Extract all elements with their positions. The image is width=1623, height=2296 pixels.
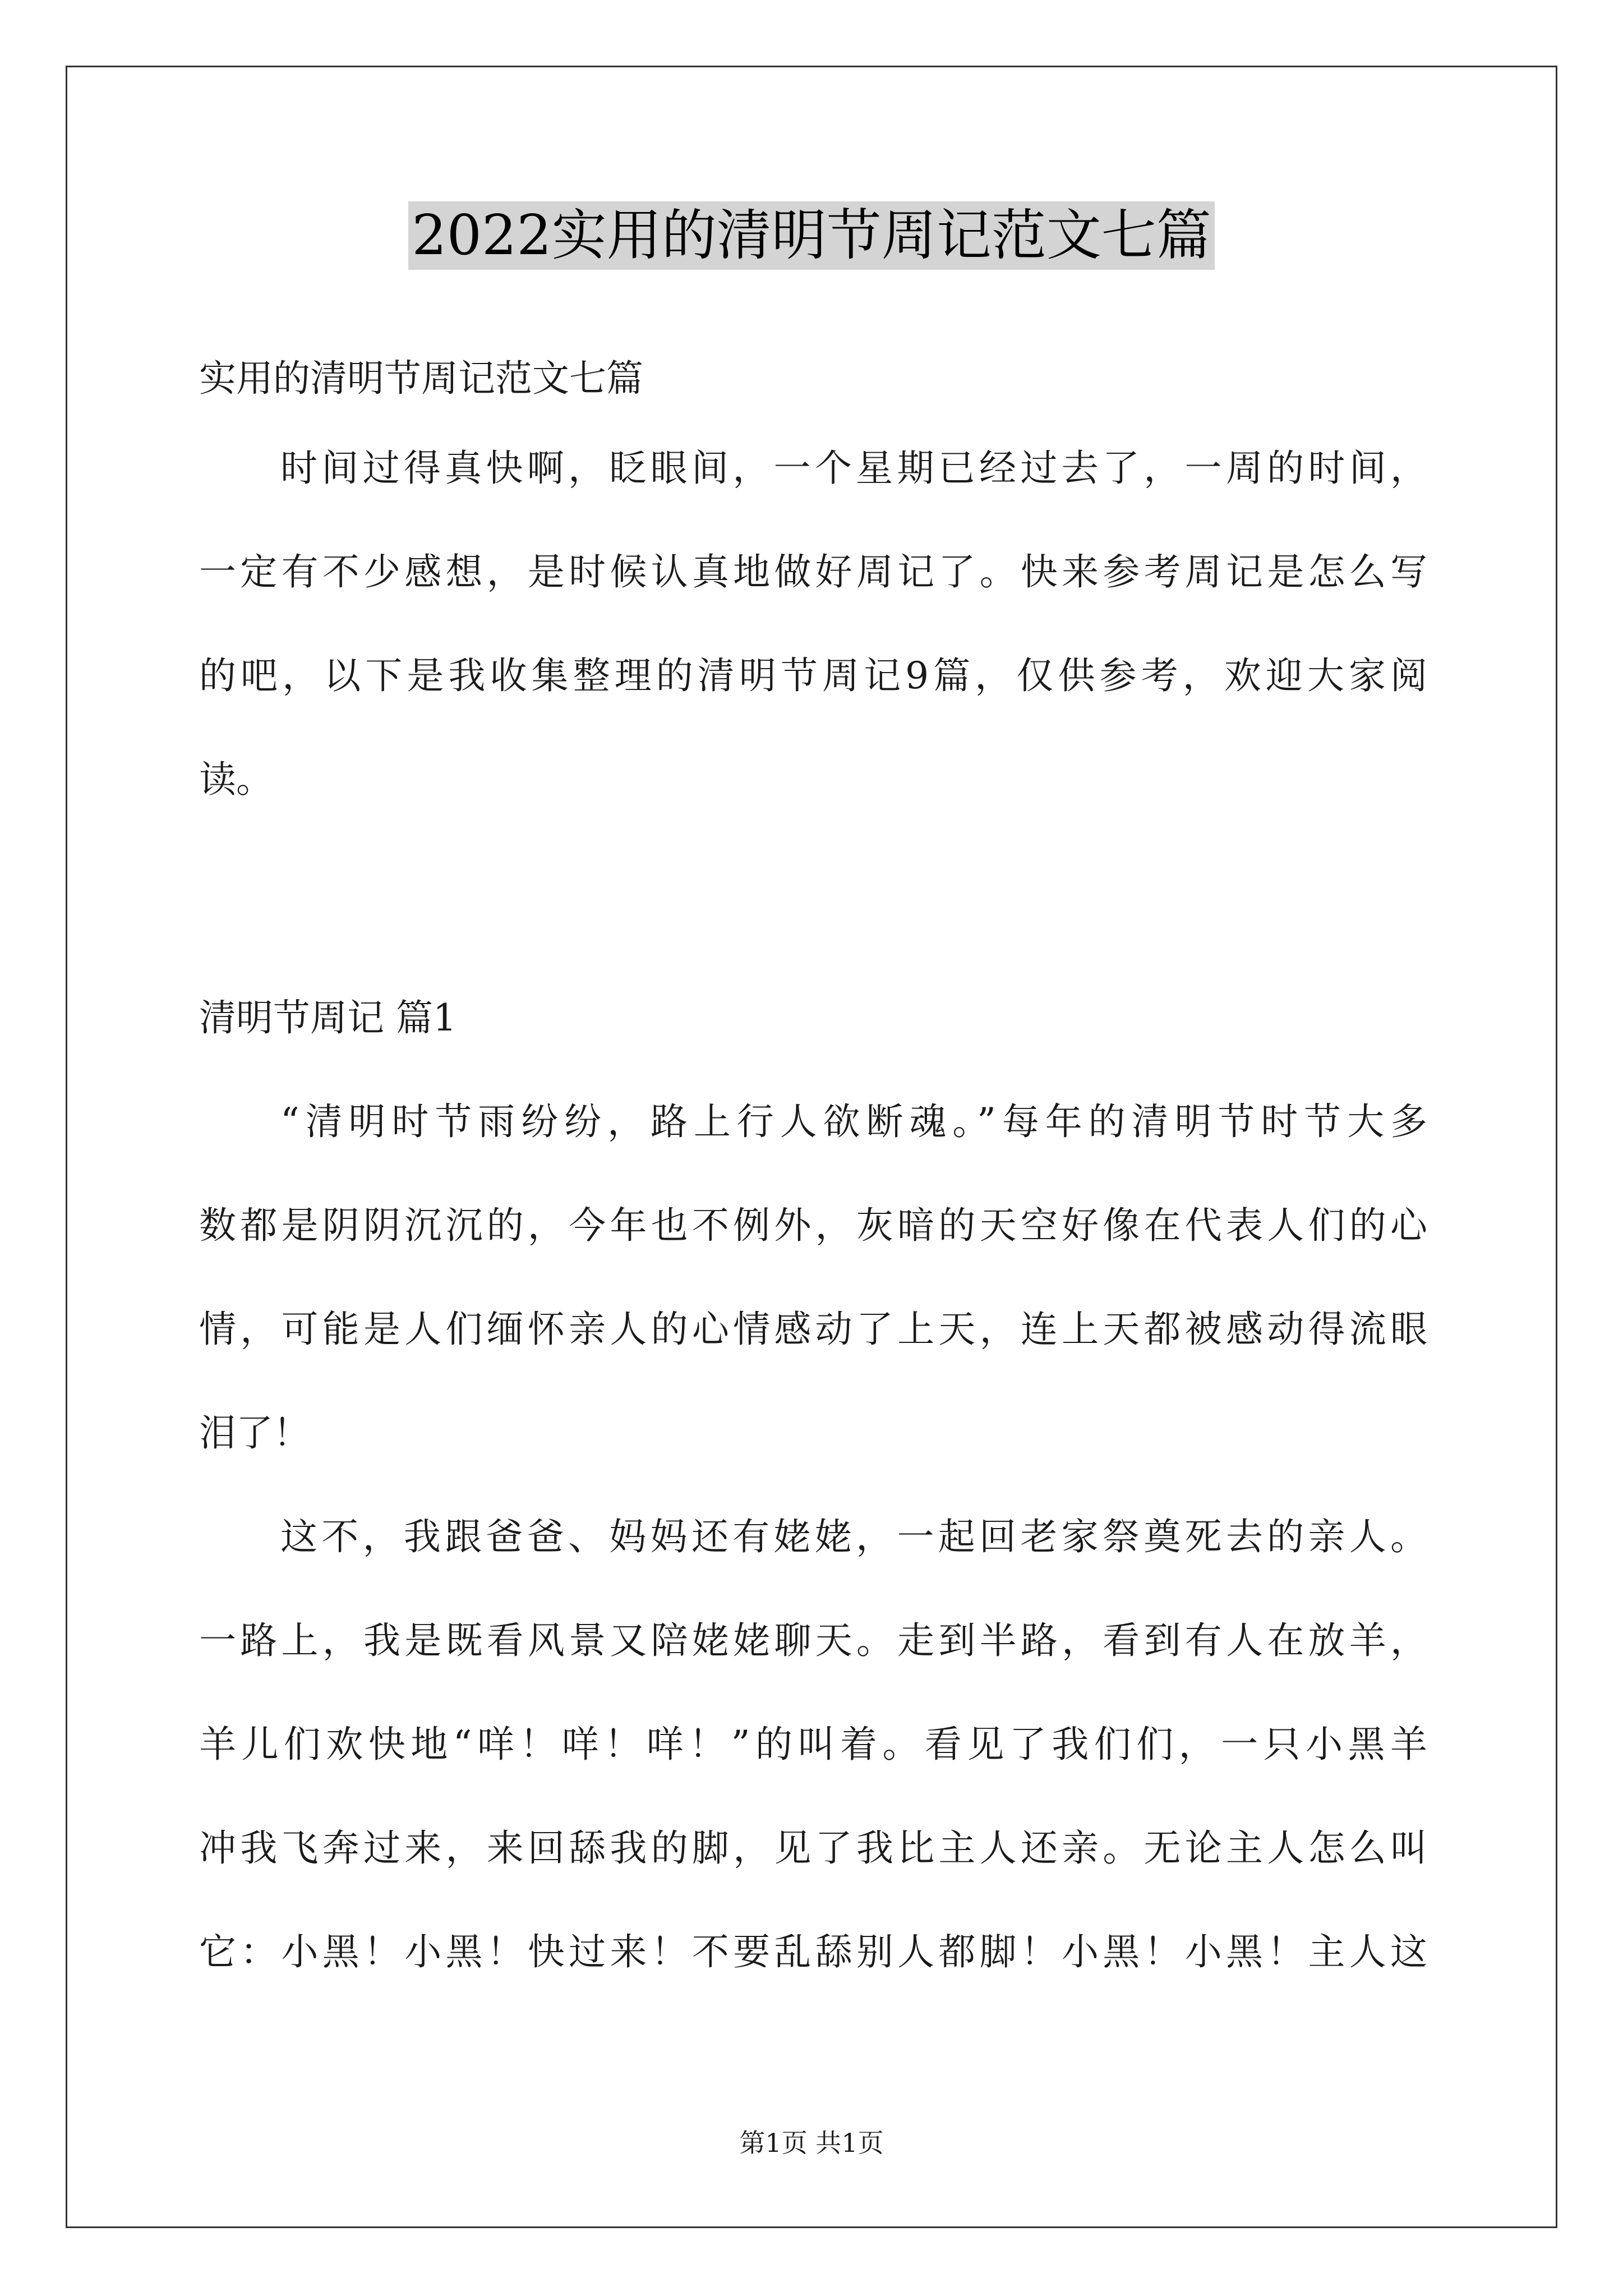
document-title xyxy=(0,196,1623,275)
document-subtitle: 实用的清明节周记范文七篇 xyxy=(199,357,643,400)
para2-line-2: 一路上，我是既看风景又陪姥姥聊天。走到半路，看到有人在放羊， xyxy=(199,1619,1427,1662)
para1-line-3: 情，可能是人们缅怀亲人的心情感动了上天，连上天都被感动得流眼 xyxy=(199,1308,1427,1351)
document-title-text: 2022实用的清明节周记范文七篇 xyxy=(408,201,1214,270)
para2-line-1: 这不，我跟爸爸、妈妈还有姥姥，一起回老家祭奠死去的亲人。 xyxy=(280,1515,1427,1558)
intro-line-4: 读。 xyxy=(199,758,273,801)
page-footer: 第1页 共1页 xyxy=(739,2128,884,2158)
intro-line-1: 时间过得真快啊，眨眼间，一个星期已经过去了，一周的时间， xyxy=(280,447,1427,490)
intro-line-3: 的吧，以下是我收集整理的清明节周记9篇，仅供参考，欢迎大家阅 xyxy=(199,654,1427,697)
para1-line-1: “清明时节雨纷纷，路上行人欲断魂。”每年的清明节时节大多 xyxy=(280,1100,1427,1143)
section-heading: 清明节周记 篇1 xyxy=(199,996,457,1039)
para2-line-4: 冲我飞奔过来，来回舔我的脚，见了我比主人还亲。无论主人怎么叫 xyxy=(199,1826,1427,1870)
para1-line-2: 数都是阴阴沉沉的，今年也不例外，灰暗的天空好像在代表人们的心 xyxy=(199,1204,1427,1247)
intro-line-2: 一定有不少感想，是时候认真地做好周记了。快来参考周记是怎么写 xyxy=(199,550,1427,593)
para2-line-5: 它：小黑！小黑！快过来！不要乱舔别人都脚！小黑！小黑！主人这 xyxy=(199,1930,1427,1973)
para1-line-4: 泪了！ xyxy=(199,1411,310,1455)
para2-line-3: 羊儿们欢快地“咩！咩！咩！”的叫着。看见了我们们，一只小黑羊 xyxy=(199,1723,1427,1766)
